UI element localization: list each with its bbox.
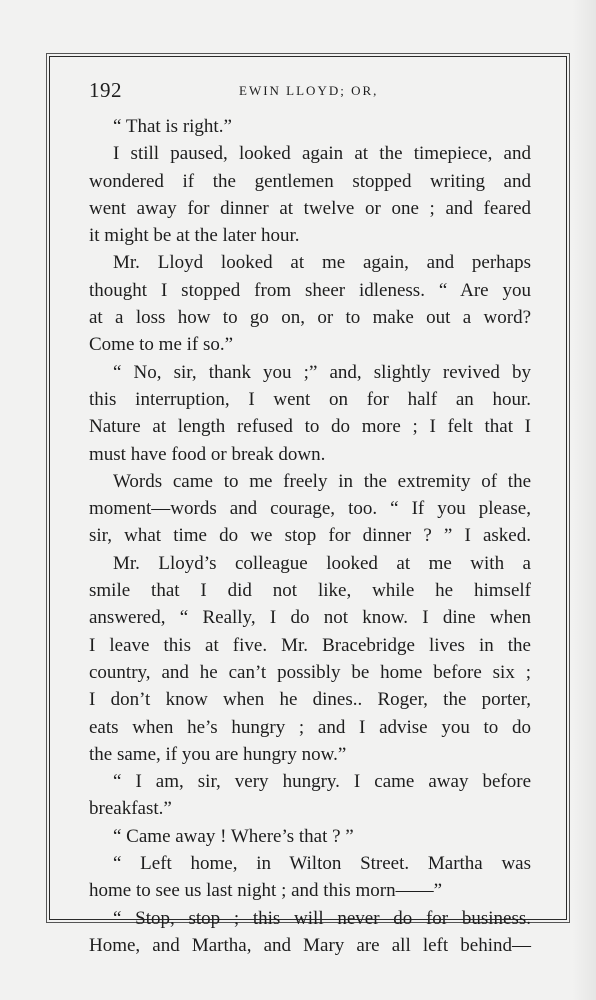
text-line: Home, and Martha, and Mary are all left behind— <box>89 934 531 956</box>
text-line: Words came to me freely in the extremity of the <box>113 470 531 492</box>
text-line: I leave this at five. Mr. Bracebridge lives in the <box>89 634 531 656</box>
text-line: Mr. Lloyd’s colleague looked at me with a <box>113 552 531 574</box>
text-line: it might be at the later hour. <box>89 225 300 247</box>
text-line: “ No, sir, thank you ;” and, slightly revived by <box>113 361 531 383</box>
text-line: Mr. Lloyd looked at me again, and perhaps <box>113 252 531 274</box>
text-line: wondered if the gentlemen stopped writing and <box>89 170 531 192</box>
body-text <box>89 113 531 959</box>
text-line: sir, what time do we stop for dinner ? ” I asked. <box>89 525 531 547</box>
text-line: this interruption, I went on for half an hour. <box>89 388 531 410</box>
text-line: smile that I did not like, while he himself <box>89 580 531 602</box>
text-line: answered, “ Really, I do not know. I dine when <box>89 607 531 629</box>
text-line: I still paused, looked again at the timepiece, and <box>113 143 531 165</box>
text-line: at a loss how to go on, or to make out a word? <box>89 307 531 329</box>
text-line: went away for dinner at twelve or one ; and feared <box>89 197 531 219</box>
text-line: the same, if you are hungry now.” <box>89 743 347 765</box>
text-line: Nature at length refused to do more ; I felt that I <box>89 416 531 438</box>
text-line: Come to me if so.” <box>89 334 234 356</box>
text-line: “ Left home, in Wilton Street. Martha was <box>113 853 531 875</box>
text-line: “ I am, sir, very hungry. I came away before <box>113 771 531 793</box>
page-gutter-shadow <box>572 0 596 1000</box>
text-line: “ Came away ! Where’s that ? ” <box>113 825 354 847</box>
page-number: 192 <box>89 78 122 102</box>
text-line: thought I stopped from sheer idleness. “ Are you <box>89 279 531 301</box>
text-line: eats when he’s hungry ; and I advise you to do <box>89 716 531 738</box>
text-line: must have food or break down. <box>89 443 326 465</box>
text-line: breakfast.” <box>89 798 172 820</box>
page-header <box>89 78 529 102</box>
text-line: home to see us last night ; and this morn——” <box>89 880 443 902</box>
text-line: “ That is right.” <box>113 116 232 137</box>
text-line: “ Stop, stop ; this will never do for business. <box>113 907 531 929</box>
text-line: moment—words and courage, too. “ If you please, <box>89 498 531 520</box>
running-head: EWIN LLOYD; OR, <box>239 83 379 98</box>
text-line: country, and he can’t possibly be home before six ; <box>89 661 531 683</box>
text-line: I don’t know when he dines.. Roger, the porter, <box>89 689 531 711</box>
